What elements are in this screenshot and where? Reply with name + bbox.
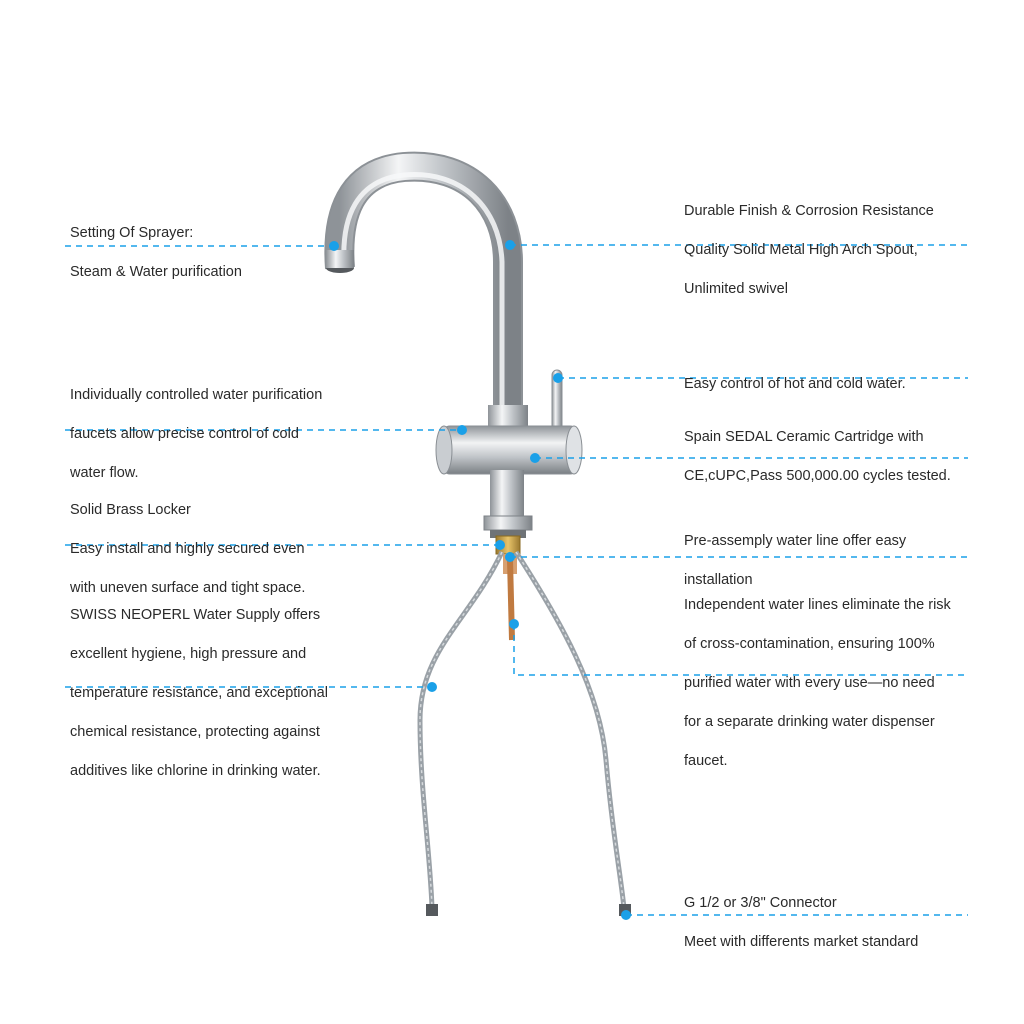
- callout-independent-lines: Independent water lines eliminate the risk of cross-contamination, ensuring 100% purified water with every use—no need for a separate drinking water dispenser faucet.: [684, 596, 951, 769]
- callout-purification-faucets: Individually controlled water purification faucets allow precise control of cold water flow.: [70, 386, 323, 481]
- callout-cartridge: Spain SEDAL Ceramic Cartridge with CE,cUPC,Pass 500,000.00 cycles tested.: [684, 428, 951, 484]
- right-hose: [516, 552, 624, 908]
- callout-neoperl: SWISS NEOPERL Water Supply offers excellent hygiene, high pressure and temperature resistance, and exceptional chemical resistance, protecting against additives like chlorine in drinking water.: [70, 606, 328, 779]
- callout-pre-assembly: Pre-assemply water line offer easy installation: [684, 532, 907, 588]
- callout-brass-locker: Solid Brass Locker Easy install and highly secured even with uneven surface and tight space.: [70, 501, 306, 596]
- mounting-base: [484, 516, 532, 530]
- callout-connector: G 1/2 or 3/8" Connector Meet with differents market standard: [684, 894, 919, 950]
- left-connector: [426, 904, 438, 916]
- left-hose: [420, 552, 502, 908]
- callout-sprayer: Setting Of Sprayer: Steam & Water purification: [70, 224, 242, 280]
- callout-hot-cold: Easy control of hot and cold water.: [684, 375, 906, 392]
- callout-finish: Durable Finish & Corrosion Resistance Quality Solid Metal High Arch Spout, Unlimited swivel: [684, 202, 934, 297]
- faucet: [326, 167, 631, 916]
- callout-dots: [329, 240, 631, 920]
